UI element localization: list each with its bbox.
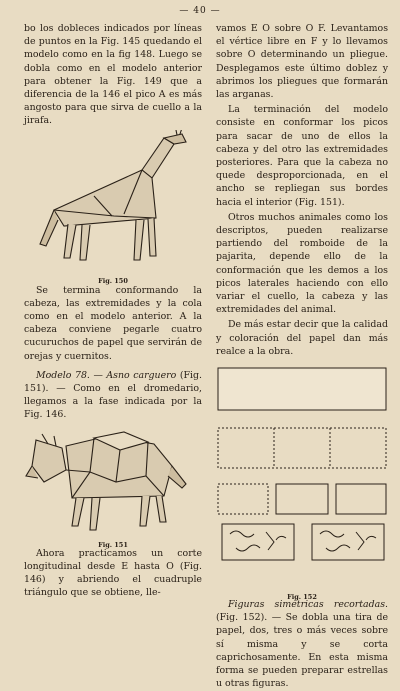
paragraph: vamos E O sobre O F. Levantamos el vértice libre en F y lo llevamos sobre O determinando un pliegue. Desplegamos este último doblez y abrimos los pliegues que formarán las arganas.: [216, 23, 388, 101]
section-text: (Fig. 152). — Se dobla una tira de papel, dos, tres o más veces sobre sí misma y se corta caprichosamente. En esta misma forma se pueden preparar estrellas u otras figuras.: [216, 612, 388, 690]
left-column: [24, 22, 202, 599]
paragraph-modelo-78: Modelo 78. — Asno carguero (Fig. 151). — Como en el dromedario, llegamos a la fase indicada por la Fig. 146.: [24, 369, 202, 421]
paragraph-figuras-simetricas: [216, 598, 388, 690]
paragraph: Ahora practicamos un corte longitudinal desde E hasta O (Fig. 146) y abriendo el cuadruple triángulo que se obtiene, lle-: [24, 547, 202, 599]
model-subtitle: Asno carguero: [106, 369, 177, 381]
donkey-origami-drawing: [24, 426, 202, 534]
paragraph: Se termina conformando la cabeza, las extremidades y la cola como en el modelo anterior. A la cabeza conviene pegarle cuatro cucuruchos de papel que servirán de orejas y cuernitos.: [24, 284, 202, 362]
model-text: (Fig. 151). — Como en el dromedario, llegamos a la fase indicada por la Fig. 146.: [24, 369, 202, 421]
figure-150: [24, 130, 202, 285]
figure-caption: Fig. 150: [98, 276, 128, 285]
page-number: — 40 —: [179, 6, 221, 16]
giraffe-origami-drawing: [24, 130, 202, 270]
paragraph: De más estar decir que la calidad y coloración del papel dan más realce a la obra.: [216, 319, 388, 357]
figure-152: [216, 364, 388, 602]
paragraph: Otros muchos animales como los descriptos, pueden realizarse partiendo del romboide de la pajarita, depende ello de la conformación que les demos a los picos laterales haciendo con ello variar el cuello, la cabeza y las extremidades del animal.: [216, 211, 388, 316]
figure-caption: Fig. 151: [98, 540, 128, 549]
section-title: Figuras simétricas recortadas.: [228, 599, 388, 611]
paragraph: bo los dobleces indicados por líneas de puntos en la Fig. 145 quedando el modelo como en la fig 148. Luego se dobla como en el modelo anterior para obtener la Fig. 149 que a diferencia de la 146 el pico A es más angosto para que sirva de cuello a la jirafa.: [24, 23, 202, 127]
figure-151: [24, 426, 202, 549]
paragraph: La terminación del modelo consiste en conformar los picos para sacar de uno de ellos la cabeza y del otro las extremidades posteriores. Para que la cabeza no quede desproporcionada, en el ancho se repliegan sus bordes hacia el interior (Fig. 151).: [216, 104, 388, 208]
model-title: Modelo 78.: [36, 369, 90, 381]
paper-cutting-diagram: [216, 364, 388, 586]
right-column: [216, 22, 388, 691]
figure-caption: Fig. 152: [287, 593, 317, 602]
